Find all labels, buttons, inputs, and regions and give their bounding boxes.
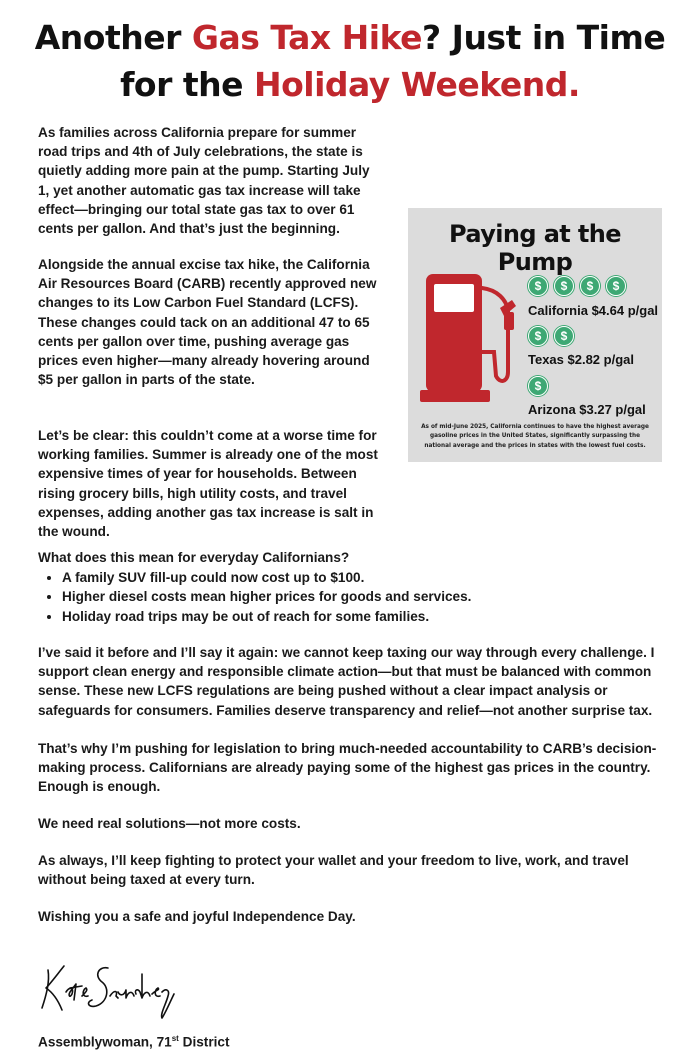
list-item: • Holiday road trips may be out of reach for some families.	[62, 607, 668, 626]
signoff-ordinal: st	[171, 1034, 179, 1043]
infographic-footnote: As of mid-June 2025, California continues to have the highest average gasoline prices in the United States, significantly surpassing the national average and the prices in states with the lowest fuel costs.	[421, 422, 649, 449]
signoff-text: District	[178, 1034, 230, 1050]
price-california: California $4.64 p/gal	[528, 303, 659, 318]
paragraph-stance: I’ve said it before and I’ll say it again: we cannot keep taxing our way through every challenge. I support clean energy and responsible climate action—but that must be balanced with common sense. These new LCFS regulations are being pushed without a clear impact analysis or safeguards for consumers. Families deserve transparency and relief—not another surprise tax.	[38, 645, 655, 718]
title-highlight: Gas Tax Hike	[191, 18, 423, 57]
list-item: • A family SUV fill-up could now cost up to $100.	[62, 568, 668, 587]
paragraph-intro: As families across California prepare for summer road trips and 4th of July celebrations, the state is quietly adding more pain at the pump. Starting July 1, yet another automatic gas tax increase will take effect—bringing our total state gas tax to over 61 cents per gallon. And that’s just the beginning.	[38, 125, 370, 237]
coin-row-arizona	[528, 376, 548, 396]
paragraph-solutions: We need real solutions—not more costs.	[38, 816, 301, 831]
impact-section	[38, 548, 668, 626]
dollar-coin-icon: $	[528, 276, 548, 296]
paragraph-lcfs: Alongside the annual excise tax hike, the California Air Resources Board (CARB) recently approved new changes to its Low Carbon Fuel Standard (LCFS). These changes could tack on an additional 47 to 65 cents per gallon over time, pushing average gas prices even higher—many already hovering around $5 per gallon in parts of the state.	[38, 257, 377, 388]
dollar-coin-icon: $	[528, 376, 548, 396]
handwritten-signature	[38, 962, 178, 1022]
price-arizona: Arizona $3.27 p/gal	[528, 402, 646, 417]
title-highlight: Holiday Weekend	[254, 65, 568, 104]
paragraph-legislation: That’s why I’m pushing for legislation to bring much-needed accountability to CARB’s decision-making process. Californians are already paying some of the highest gas prices in the country. Enough is enough.	[38, 741, 657, 795]
signoff-text: Assemblywoman, 71	[38, 1034, 172, 1050]
page-title	[20, 14, 680, 108]
title-period: .	[567, 65, 580, 104]
title-text: for the	[120, 65, 255, 104]
paragraph-closing: Wishing you a safe and joyful Independence Day.	[38, 909, 356, 924]
dollar-coin-icon: $	[580, 276, 600, 296]
impact-question: What does this mean for everyday Californians?	[38, 550, 350, 565]
impact-list	[38, 568, 668, 626]
coin-row-texas	[528, 326, 574, 346]
signoff-title	[38, 1034, 229, 1050]
list-item: • Higher diesel costs mean higher prices for goods and services.	[62, 587, 668, 606]
pump-infographic	[408, 208, 662, 462]
paragraph-commitment: As always, I’ll keep fighting to protect your wallet and your freedom to live, work, and travel without being taxed at every turn.	[38, 853, 629, 888]
dollar-coin-icon: $	[528, 326, 548, 346]
infographic-title: Paying at the Pump	[449, 220, 621, 276]
coin-row-california	[528, 276, 626, 296]
title-text: ? Just in Time	[422, 18, 666, 57]
title-text: Another	[34, 18, 192, 57]
gas-pump-icon	[420, 272, 520, 404]
price-texas: Texas $2.82 p/gal	[528, 352, 634, 367]
dollar-coin-icon: $	[554, 326, 574, 346]
dollar-coin-icon: $	[554, 276, 574, 296]
paragraph-timing: Let’s be clear: this couldn’t come at a worse time for working families. Summer is already one of the most expensive times of year for households. Between rising grocery bills, high utility costs, and travel expenses, adding another gas tax increase is salt in the wound.	[38, 428, 378, 540]
dollar-coin-icon: $	[606, 276, 626, 296]
